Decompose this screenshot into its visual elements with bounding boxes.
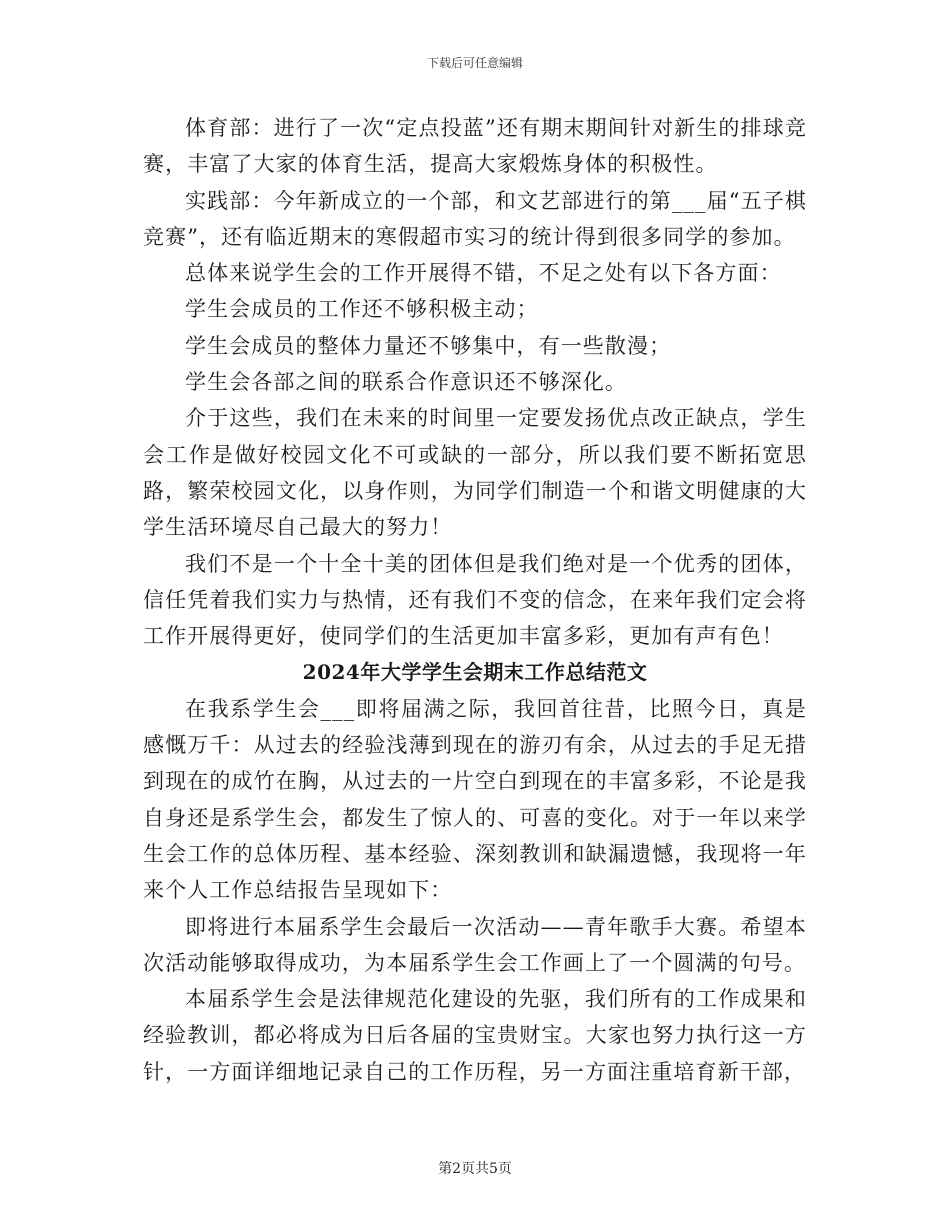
- paragraph-intro: 在我系学生会___即将届满之际，我回首往昔，比照今日，真是感慨万千：从过去的经验浅薄到现在的游刃有余，从过去的手足无措到现在的成竹在胸，从过去的一片空白到现在的丰富多彩，不论是我自身还是系学生会，都发生了惊人的、可喜的变化。对于一年以来学生会工作的总体历程、基本经验、深刻教训和缺漏遗憾，我现将一年来个人工作总结报告呈现如下：: [143, 696, 807, 903]
- paragraph-improvement: 介于这些，我们在未来的时间里一定要发扬优点改正缺点，学生会工作是做好校园文化不可或缺的一部分，所以我们要不断拓宽思路，繁荣校园文化，以身作则，为同学们制造一个和谐文明健康的大学生活环境尽自己最大的努力！: [143, 406, 807, 540]
- paragraph-sports-dept: 体育部：进行了一次“定点投蓝”还有期末期间针对新生的排球竞赛，丰富了大家的体育生活，提高大家煅炼身体的积极性。: [143, 116, 807, 177]
- page-header: 下载后可任意编辑: [426, 56, 523, 70]
- paragraph-shortcoming-3: 学生会各部之间的联系合作意识还不够深化。: [185, 370, 627, 395]
- page-number: 第2页共5页: [438, 1161, 512, 1177]
- document-body: [143, 110, 807, 1090]
- paragraph-practice-dept: 实践部：今年新成立的一个部，和文艺部进行的第___届“五子棋竞赛”，还有临近期末的寒假超市实习的统计得到很多同学的参加。: [143, 188, 807, 249]
- paragraph-shortcoming-2: 学生会成员的整体力量还不够集中，有一些散漫；: [185, 333, 672, 358]
- section-title: 2024年大学学生会期末工作总结范文: [302, 660, 648, 685]
- paragraph-shortcoming-1: 学生会成员的工作还不够积极主动；: [185, 297, 539, 322]
- paragraph-legal-construction: 本届系学生会是法律规范化建设的先驱，我们所有的工作成果和经验教训，都必将成为日后各届的宝贵财宝。大家也努力执行这一方针，一方面详细地记录自己的工作历程，另一方面注重培育新干部，: [143, 987, 807, 1084]
- paragraph-final-activity: 即将进行本届系学生会最后一次活动——青年歌手大赛。希望本次活动能够取得成功，为本届系学生会工作画上了一个圆满的句号。: [143, 914, 807, 975]
- paragraph-closing: 我们不是一个十全十美的团体但是我们绝对是一个优秀的团体，信任凭着我们实力与热情，还有我们不变的信念，在来年我们定会将工作开展得更好，使同学们的生活更加丰富多彩，更加有声有色！: [143, 551, 807, 649]
- paragraph-summary: 总体来说学生会的工作开展得不错，不足之处有以下各方面：: [185, 261, 782, 286]
